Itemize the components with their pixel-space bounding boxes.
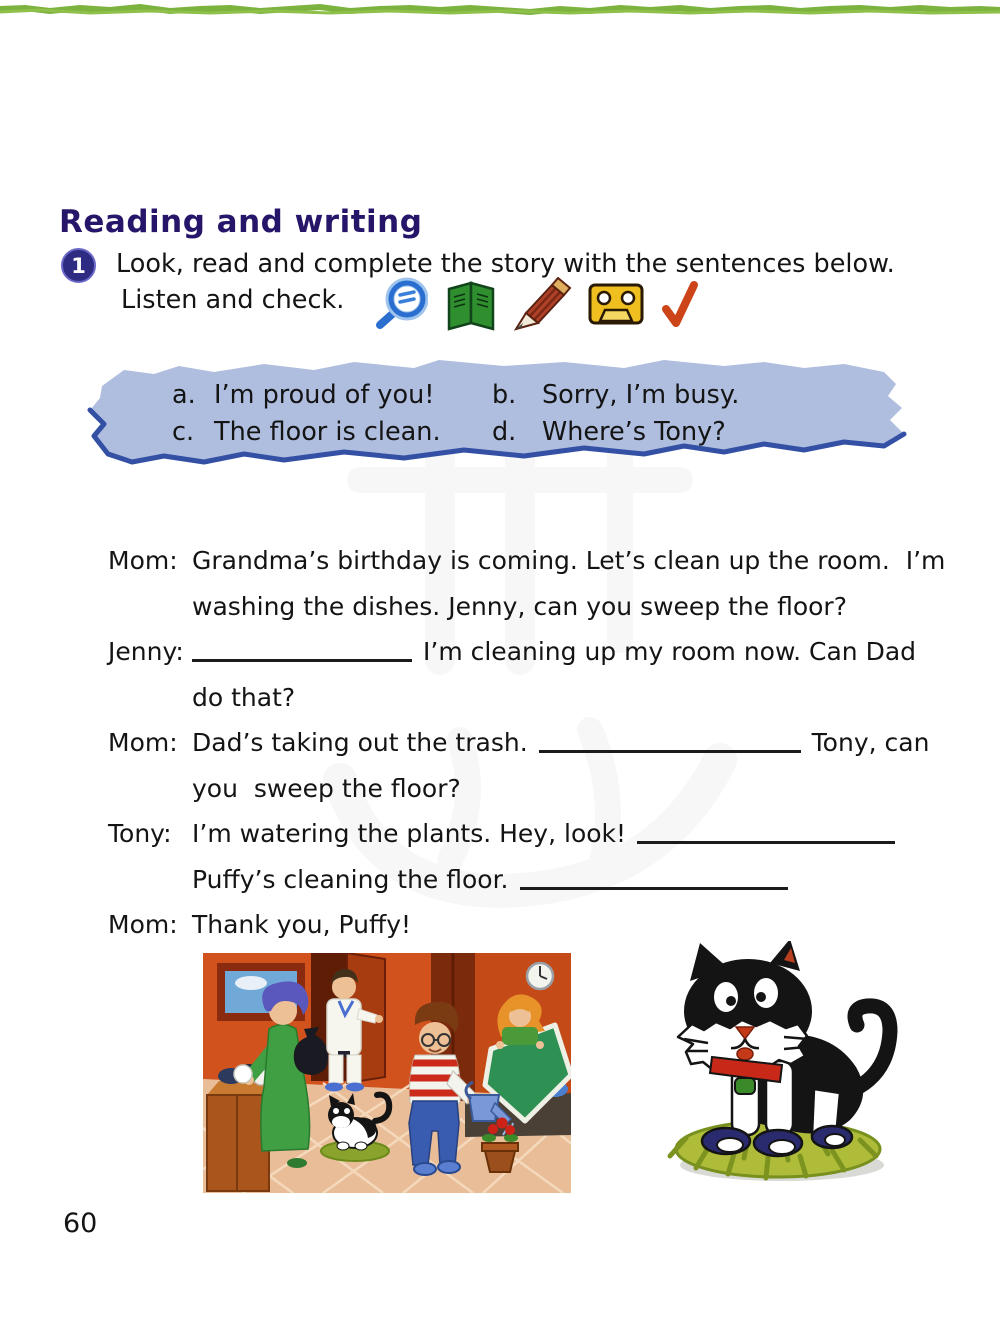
instruction-line-2: Listen and check. [121,285,345,315]
dialogue-text: washing the dishes. Jenny, can you sweep the floor? [192,591,847,621]
speaker-label: Mom: [108,910,178,939]
dialogue-line [108,683,968,729]
speaker-label: Mom: [108,728,178,757]
dialogue-text: you sweep the floor? [192,773,461,803]
page-number: 60 [63,1208,98,1239]
cassette-icon [587,277,645,331]
option-b-text: Sorry, I’m busy. [542,380,740,410]
dialogue-text: I’m cleaning up my room now. Can Dad [423,637,917,666]
option-d-label: d. [492,417,517,447]
speaker-label: Mom: [108,546,178,575]
puffy-cat-illustration [648,941,910,1195]
dialogue-text: Tony, can [811,728,930,757]
answer-blank-3 [637,820,895,844]
dialogue-line [108,819,968,865]
dialogue-line [108,728,968,774]
option-c-text: The floor is clean. [214,417,441,447]
section-title: Reading and writing [59,204,423,240]
dialogue-text: Grandma’s birthday is coming. Let’s clean up the room. I’m [192,546,946,575]
dialogue-line [108,637,968,683]
dialogue-text: Puffy’s cleaning the floor. [192,864,509,894]
answer-blank-1 [192,638,412,662]
dialogue-text: I’m watering the plants. Hey, look! [192,819,627,848]
magnifier-icon [372,277,428,331]
exercise-number-badge: 1 [61,248,96,283]
dialogue-line [108,546,968,592]
dialogue-line [108,865,968,911]
option-a-label: a. [172,380,196,410]
option-c-label: c. [172,417,195,447]
option-d-text: Where’s Tony? [542,417,726,447]
dialogue-text: Dad’s taking out the trash. [192,728,528,757]
speaker-label: Jenny: [108,637,184,666]
pencil-icon [514,277,572,331]
activity-icons [372,277,700,331]
dialogue-text: do that? [192,682,296,712]
instruction-line-1: Look, read and complete the story with the sentences below. [116,249,895,279]
green-wavy-rule [0,0,1000,22]
option-a-text: I’m proud of you! [214,380,435,410]
dialogue-text: Thank you, Puffy! [192,910,412,939]
open-book-icon [443,277,499,331]
story-dialogue [108,546,968,956]
family-cleaning-illustration [203,953,571,1193]
sentence-options-banner [84,356,916,472]
checkmark-icon [660,277,700,331]
answer-blank-2 [539,729,801,753]
dialogue-line [108,774,968,820]
banner-torn-paper [84,356,916,472]
speaker-label: Tony: [108,819,172,848]
answer-blank-4 [520,866,788,890]
option-b-label: b. [492,380,517,410]
dialogue-line [108,592,968,638]
